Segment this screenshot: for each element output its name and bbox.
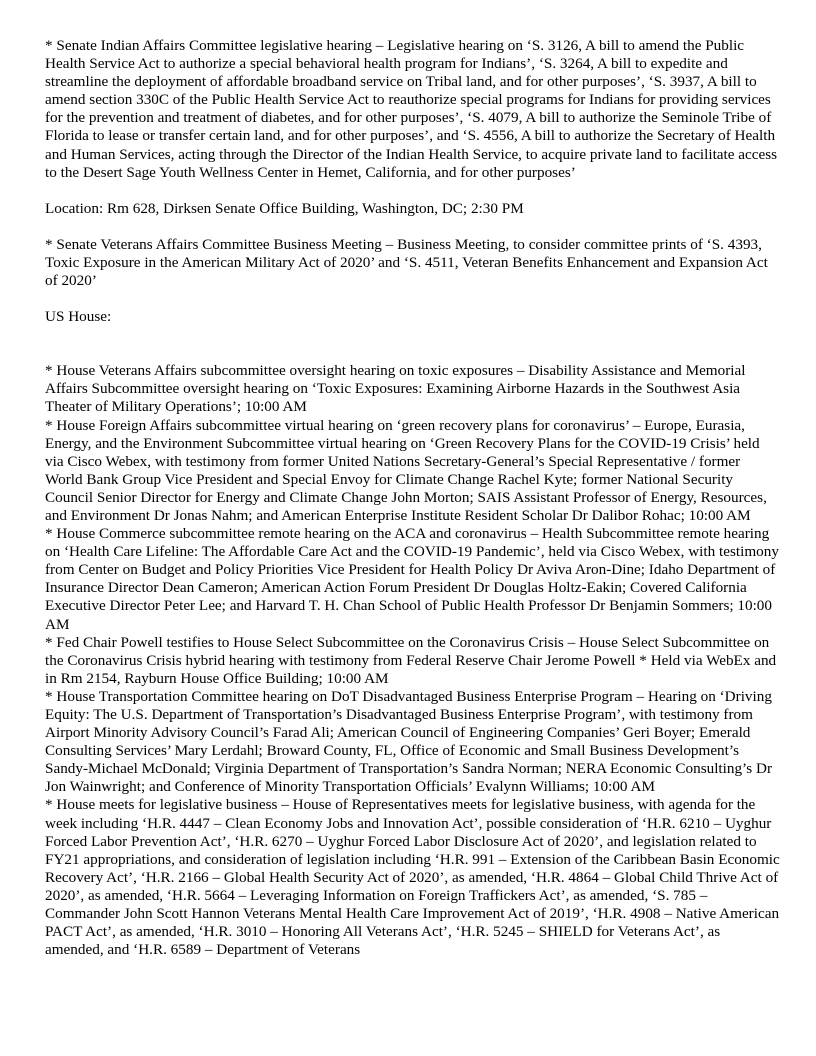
house-item: * House Veterans Affairs subcommittee oversight hearing on toxic exposures – Disability Assistance and Memorial Affairs Subcommittee oversight hearing on ‘Toxic Exposures: Examining Airborne Hazards in the Southwest Asia Theater of Military Operations’; 10:00 AM: [45, 362, 746, 416]
house-section-heading: US House:: [45, 308, 112, 326]
senate-indian-affairs-item: * Senate Indian Affairs Committee legislative hearing – Legislative hearing on ‘S. 3126, A bill to amend the Public Health Service Act to authorize a special behavioral health program for Indians’, ‘S. 3264, A bill to expedite and streamline the deployment of affordable broadband service on Tribal land, and for other purposes’, ‘S. 3937, A bill to amend section 330C of the Public Health Service Act to reauthorize special programs for Indians for providing services for the prevention and treatment of diabetes, and for other purposes’, ‘S. 4079, A bill to authorize the Seminole Tribe of Florida to lease or transfer certain land, and for other purposes’, and ‘S. 4556, A bill to authorize the Secretary of Health and Human Services, acting through the Director of the Indian Health Service, to acquire private land to facilitate access to the Desert Sage Youth Wellness Center in Hemet, California, and for other purposes’: [45, 37, 778, 181]
senate-veterans-affairs-item: * Senate Veterans Affairs Committee Business Meeting – Business Meeting, to consider committee prints of ‘S. 4393, Toxic Exposure in the American Military Act of 2020’ and ‘S. 4511, Veteran Benefits Enhancement and Expansion Act of 2020’: [45, 235, 768, 290]
section-spacer: [45, 326, 780, 362]
house-item: * House Commerce subcommittee remote hearing on the ACA and coronavirus – Health Subcommittee remote hearing on ‘Health Care Lifeline: The Affordable Care Act and the COVID-19 Pandemic’, held via Cisco Webex, with testimony from Center on Budget and Policy Priorities Vice President for Health Policy Dr Aviva Aron-Dine; Idaho Department of Insurance Director Dean Cameron; American Action Forum President Dr Douglas Holtz-Eakin; Covered California Executive Director Peter Lee; and Harvard T. H. Chan School of Public Health Professor Dr Benjamin Sommers; 10:00 AM: [45, 525, 779, 633]
house-item: * House Transportation Committee hearing on DoT Disadvantaged Business Enterprise Program – Hearing on ‘Driving Equity: The U.S. Department of Transportation’s Disadvantaged Business Enterprise Program’, with testimony from Airport Minority Advisory Council’s Farad Ali; American Council of Engineering Companies’ Geri Boyer; Emerald Consulting Services’ Mary Lerdahl; Broward County, FL, Office of Economic and Small Business Development’s Sandy-Michael McDonald; Virginia Department of Transportation’s Sandra Norman; NERA Economic Consulting’s Dr Jon Wainwright; and Conference of Minority Transportation Officials’ Evalynn Williams; 10:00 AM: [45, 687, 773, 796]
house-item: * House meets for legislative business – House of Representatives meets for legislative business, with agenda for the week including ‘H.R. 4447 – Clean Economy Jobs and Innovation Act’, possible consideration of ‘H.R. 6210 – Uyghur Forced Labor Prevention Act’, ‘H.R. 6270 – Uyghur Forced Labor Disclosure Act of 2020’, and legislation related to FY21 appropriations, and consideration of legislation including ‘H.R. 991 – Extension of the Caribbean Basin Economic Recovery Act’, ‘H.R. 2166 – Global Health Security Act of 2020’, as amended, ‘H.R. 4864 – Global Child Thrive Act of 2020’, as amended, ‘H.R. 5664 – Leveraging Information on Foreign Traffickers Act’, as amended, ‘S. 785 – Commander John Scott Hannon Veterans Mental Health Care Improvement Act of 2019’, ‘H.R. 4908 – Native American PACT Act’, as amended, ‘H.R. 3010 – Honoring All Veterans Act’, ‘H.R. 5245 – SHIELD for Veterans Act’, as amended, and ‘H.R. 6589 – Department of Veterans: [45, 796, 780, 959]
paragraph-spacer: [45, 290, 780, 308]
paragraph-spacer: [45, 218, 780, 236]
house-item: * Fed Chair Powell testifies to House Select Subcommittee on the Coronavirus Crisis – House Select Subcommittee on the Coronavirus Crisis hybrid hearing with testimony from Federal Reserve Chair Jerome Powell * Held via WebEx and in Rm 2154, Rayburn House Office Building; 10:00 AM: [45, 633, 777, 687]
paragraph-spacer: [45, 182, 780, 200]
house-item: * House Foreign Affairs subcommittee virtual hearing on ‘green recovery plans for coronavirus’ – Europe, Eurasia, Energy, and the Environment Subcommittee virtual hearing on ‘Green Recovery Plans for the COVID-19 Crisis’ held via Cisco Webex, with testimony from former United Nations Secretary-General’s Special Representative / former World Bank Group Vice President and Special Envoy for Climate Change Rachel Kyte; former National Security Council Senior Director for Energy and Climate Change John Morton; SAIS Assistant Professor of Energy, Resources, and Environment Dr Jonas Nahm; and American Enterprise Institute Resident Scholar Dr Dalibor Rohac; 10:00 AM: [45, 416, 767, 524]
document-page: [45, 37, 780, 959]
senate-indian-affairs-location: Location: Rm 628, Dirksen Senate Office Building, Washington, DC; 2:30 PM: [45, 199, 524, 217]
